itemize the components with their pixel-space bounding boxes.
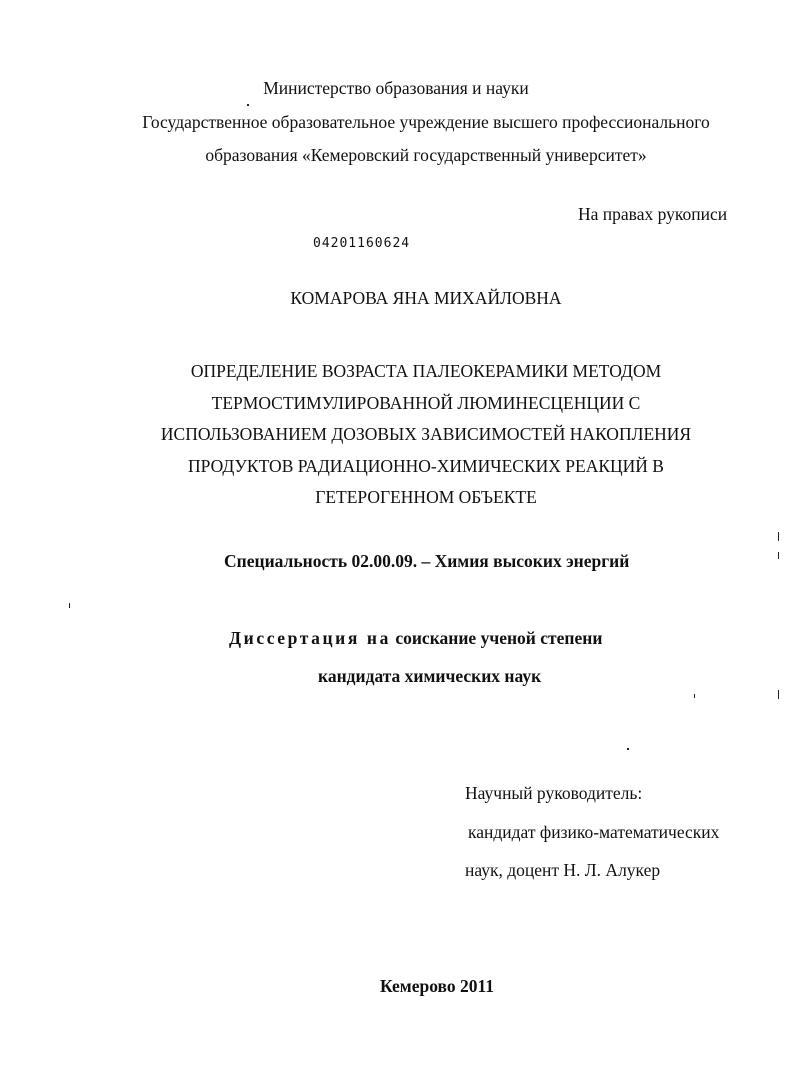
title-line: ИСПОЛЬЗОВАНИЕМ ДОЗОВЫХ ЗАВИСИМОСТЕЙ НАКОПЛЕНИЯ xyxy=(160,424,692,444)
scan-speck xyxy=(778,690,779,699)
scan-speck xyxy=(694,694,695,698)
author-name: КОМАРОВА ЯНА МИХАЙЛОВНА xyxy=(290,288,562,308)
header-institution-line1: Государственное образовательное учреждение высшего профессионального xyxy=(142,112,710,132)
registration-number: 04201160624 xyxy=(313,236,411,251)
title-line: ГЕТЕРОГЕННОМ ОБЪЕКТЕ xyxy=(315,487,537,507)
header-institution-line2: образования «Кемеровский государственный университет» xyxy=(205,145,647,165)
dissertation-spaced: Диссертация на xyxy=(229,628,391,648)
footer-city-year: Кемерово 2011 xyxy=(380,976,495,996)
title-line: ПРОДУКТОВ РАДИАЦИОННО-ХИМИЧЕСКИХ РЕАКЦИЙ В xyxy=(188,456,664,476)
supervisor-line2: наук, доцент Н. Л. Алукер xyxy=(465,860,661,880)
scan-speck xyxy=(627,748,629,750)
scan-speck xyxy=(247,104,249,106)
header-ministry: Министерство образования и науки xyxy=(263,78,529,98)
dissertation-degree-line2: кандидата химических наук xyxy=(318,666,542,686)
scan-speck xyxy=(778,552,779,559)
specialty: Специальность 02.00.09. – Химия высоких энергий xyxy=(224,551,630,571)
title-line: ТЕРМОСТИМУЛИРОВАННОЙ ЛЮМИНЕСЦЕНЦИИ С xyxy=(211,393,641,413)
scan-speck xyxy=(778,532,779,541)
scan-speck xyxy=(69,603,70,608)
dissertation-rest: соискание ученой степени xyxy=(395,628,603,648)
supervisor-label: Научный руководитель: xyxy=(465,783,643,803)
dissertation-degree-line1 xyxy=(229,628,602,649)
supervisor-line1: кандидат физико-математических xyxy=(468,822,720,842)
manuscript-note: На правах рукописи xyxy=(578,204,728,224)
title-line: ОПРЕДЕЛЕНИЕ ВОЗРАСТА ПАЛЕОКЕРАМИКИ МЕТОДОМ xyxy=(190,361,662,381)
